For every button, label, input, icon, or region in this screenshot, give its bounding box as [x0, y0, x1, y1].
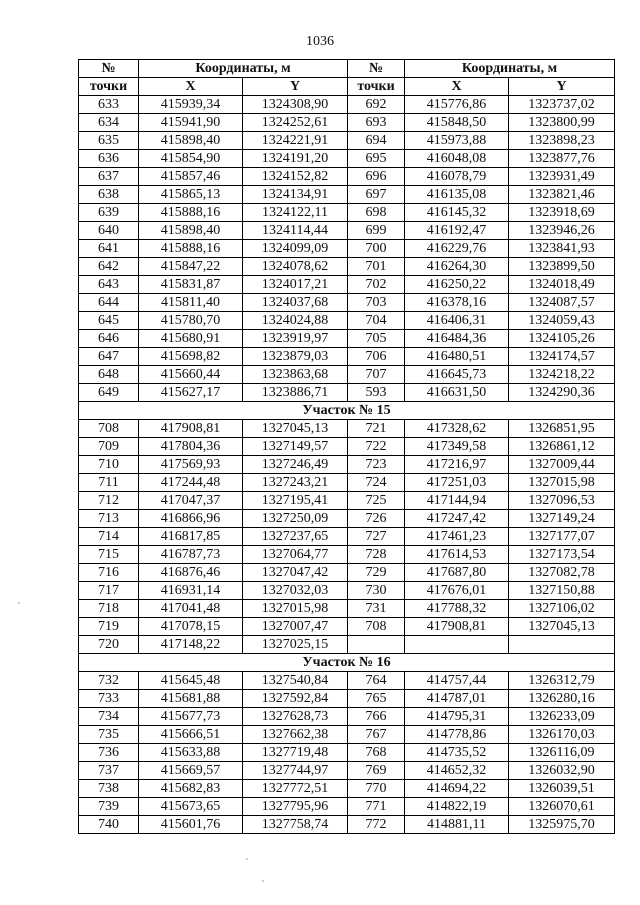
point-number-cell: 692 — [348, 96, 405, 114]
point-number-cell: 733 — [79, 690, 139, 708]
y-coordinate-cell: 1326170,03 — [509, 726, 615, 744]
x-coordinate-cell: 415865,13 — [139, 186, 243, 204]
point-number-cell: 714 — [79, 528, 139, 546]
y-coordinate-cell: 1323737,02 — [509, 96, 615, 114]
table-row — [79, 474, 615, 492]
point-number-cell: 718 — [79, 600, 139, 618]
x-coordinate-cell: 416631,50 — [405, 384, 509, 402]
point-number-cell: 709 — [79, 438, 139, 456]
table-row — [79, 114, 615, 132]
y-coordinate-cell: 1323931,49 — [509, 168, 615, 186]
table-row — [79, 708, 615, 726]
table-row — [79, 600, 615, 618]
section-title: Участок № 15 — [79, 402, 615, 420]
y-coordinate-cell: 1327064,77 — [243, 546, 348, 564]
x-coordinate-cell: 416931,14 — [139, 582, 243, 600]
x-coordinate-cell: 415888,16 — [139, 204, 243, 222]
x-coordinate-cell: 417687,80 — [405, 564, 509, 582]
table-row — [79, 186, 615, 204]
y-coordinate-cell: 1327096,53 — [509, 492, 615, 510]
point-number-cell: 700 — [348, 240, 405, 258]
table-row — [79, 726, 615, 744]
header-row — [79, 60, 615, 78]
x-coordinate-cell: 415645,48 — [139, 672, 243, 690]
y-coordinate-cell: 1323879,03 — [243, 348, 348, 366]
section-title-row — [79, 654, 615, 672]
point-number-cell: 640 — [79, 222, 139, 240]
x-coordinate-cell: 415888,16 — [139, 240, 243, 258]
y-coordinate-cell: 1323886,71 — [243, 384, 348, 402]
y-coordinate-cell: 1327744,97 — [243, 762, 348, 780]
table-row — [79, 744, 615, 762]
point-number-cell: 635 — [79, 132, 139, 150]
point-number-cell: 637 — [79, 168, 139, 186]
y-coordinate-cell: 1327015,98 — [243, 600, 348, 618]
x-coordinate-cell: 415939,34 — [139, 96, 243, 114]
table-row — [79, 510, 615, 528]
y-coordinate-cell: 1326116,09 — [509, 744, 615, 762]
point-number-cell: 739 — [79, 798, 139, 816]
point-number-cell: 726 — [348, 510, 405, 528]
y-coordinate-cell: 1324105,26 — [509, 330, 615, 348]
point-number-cell: 711 — [79, 474, 139, 492]
x-coordinate-cell: 416480,51 — [405, 348, 509, 366]
point-number-cell: 647 — [79, 348, 139, 366]
point-number-cell: 712 — [79, 492, 139, 510]
y-coordinate-cell: 1327045,13 — [243, 420, 348, 438]
point-number-cell: 766 — [348, 708, 405, 726]
table-row — [79, 528, 615, 546]
x-coordinate-cell: 417144,94 — [405, 492, 509, 510]
table-row — [79, 618, 615, 636]
y-coordinate-cell: 1327592,84 — [243, 690, 348, 708]
y-coordinate-cell: 1327015,98 — [509, 474, 615, 492]
y-coordinate-cell: 1323877,76 — [509, 150, 615, 168]
point-number-cell: 695 — [348, 150, 405, 168]
x-coordinate-cell: 415898,40 — [139, 132, 243, 150]
point-number-cell: 707 — [348, 366, 405, 384]
y-coordinate-cell: 1326280,16 — [509, 690, 615, 708]
y-coordinate-cell: 1327149,24 — [509, 510, 615, 528]
point-number-cell: 720 — [79, 636, 139, 654]
y-coordinate-cell: 1327045,13 — [509, 618, 615, 636]
y-header: Y — [509, 78, 615, 96]
x-coordinate-cell: 417047,37 — [139, 492, 243, 510]
point-number-cell: 735 — [79, 726, 139, 744]
y-coordinate-cell: 1323919,97 — [243, 330, 348, 348]
subheader-row — [79, 78, 615, 96]
x-coordinate-cell: 416192,47 — [405, 222, 509, 240]
y-coordinate-cell: 1323899,50 — [509, 258, 615, 276]
point-number-cell: 767 — [348, 726, 405, 744]
x-coordinate-cell: 414778,86 — [405, 726, 509, 744]
x-coordinate-cell: 415780,70 — [139, 312, 243, 330]
x-coordinate-cell: 416229,76 — [405, 240, 509, 258]
point-number-cell: 699 — [348, 222, 405, 240]
x-coordinate-cell: 415857,46 — [139, 168, 243, 186]
table-row — [79, 276, 615, 294]
x-coordinate-cell: 417349,58 — [405, 438, 509, 456]
x-coordinate-cell: 414735,52 — [405, 744, 509, 762]
y-coordinate-cell: 1324037,68 — [243, 294, 348, 312]
point-number-cell: 634 — [79, 114, 139, 132]
point-number-cell: 633 — [79, 96, 139, 114]
y-coordinate-cell: 1324017,21 — [243, 276, 348, 294]
y-coordinate-cell: 1324078,62 — [243, 258, 348, 276]
x-coordinate-cell: 416264,30 — [405, 258, 509, 276]
section-16 — [79, 654, 615, 672]
y-coordinate-cell: 1324174,57 — [509, 348, 615, 366]
table-row — [79, 690, 615, 708]
y-coordinate-cell: 1327082,78 — [509, 564, 615, 582]
x-coordinate-cell: 417148,22 — [139, 636, 243, 654]
x-coordinate-cell: 417788,32 — [405, 600, 509, 618]
x-coordinate-cell: 416645,73 — [405, 366, 509, 384]
y-coordinate-cell: 1327173,54 — [509, 546, 615, 564]
y-coordinate-cell: 1327540,84 — [243, 672, 348, 690]
point-number-cell: 764 — [348, 672, 405, 690]
y-coordinate-cell: 1327007,47 — [243, 618, 348, 636]
x-coordinate-cell: 416250,22 — [405, 276, 509, 294]
x-coordinate-cell: 417244,48 — [139, 474, 243, 492]
table-row — [79, 672, 615, 690]
x-coordinate-cell: 415633,88 — [139, 744, 243, 762]
y-coordinate-cell: 1325975,70 — [509, 816, 615, 834]
x-coordinate-cell: 417328,62 — [405, 420, 509, 438]
point-number-header: № — [79, 60, 139, 78]
y-coordinate-cell: 1327795,96 — [243, 798, 348, 816]
table-block-1 — [79, 96, 615, 402]
y-coordinate-cell: 1323800,99 — [509, 114, 615, 132]
y-coordinate-cell: 1323898,23 — [509, 132, 615, 150]
point-number-cell: 708 — [348, 618, 405, 636]
point-number-cell: 723 — [348, 456, 405, 474]
x-header: X — [405, 78, 509, 96]
y-coordinate-cell: 1324191,20 — [243, 150, 348, 168]
x-coordinate-cell: 417676,01 — [405, 582, 509, 600]
x-coordinate-cell: 416876,46 — [139, 564, 243, 582]
y-coordinate-cell: 1327149,57 — [243, 438, 348, 456]
point-number-cell: 593 — [348, 384, 405, 402]
point-number-cell: 765 — [348, 690, 405, 708]
table-row — [79, 204, 615, 222]
point-number-cell: 728 — [348, 546, 405, 564]
point-number-cell: 702 — [348, 276, 405, 294]
x-coordinate-cell: 415854,90 — [139, 150, 243, 168]
x-coordinate-cell: 415680,91 — [139, 330, 243, 348]
y-coordinate-cell: 1327032,03 — [243, 582, 348, 600]
y-coordinate-cell: 1324152,82 — [243, 168, 348, 186]
point-number-cell: 715 — [79, 546, 139, 564]
y-coordinate-cell: 1323821,46 — [509, 186, 615, 204]
point-number-cell: 729 — [348, 564, 405, 582]
x-coordinate-cell: 415677,73 — [139, 708, 243, 726]
x-coordinate-cell: 417247,42 — [405, 510, 509, 528]
point-number-cell: 719 — [79, 618, 139, 636]
coordinates-header: Координаты, м — [139, 60, 348, 78]
y-coordinate-cell: 1324122,11 — [243, 204, 348, 222]
x-coordinate-cell — [405, 636, 509, 654]
x-coordinate-cell: 415698,82 — [139, 348, 243, 366]
point-number-cell: 644 — [79, 294, 139, 312]
y-coordinate-cell: 1327195,41 — [243, 492, 348, 510]
x-coordinate-cell: 415673,65 — [139, 798, 243, 816]
point-number-cell: 740 — [79, 816, 139, 834]
table-row — [79, 564, 615, 582]
point-number-cell: 738 — [79, 780, 139, 798]
y-coordinate-cell: 1323863,68 — [243, 366, 348, 384]
coordinates-table — [78, 59, 615, 834]
x-coordinate-cell: 417041,48 — [139, 600, 243, 618]
y-coordinate-cell: 1327009,44 — [509, 456, 615, 474]
section-15 — [79, 402, 615, 420]
y-coordinate-cell: 1324087,57 — [509, 294, 615, 312]
point-subheader: точки — [348, 78, 405, 96]
x-coordinate-cell: 414822,19 — [405, 798, 509, 816]
x-coordinate-cell: 415601,76 — [139, 816, 243, 834]
point-number-cell: 646 — [79, 330, 139, 348]
table-row — [79, 762, 615, 780]
point-number-cell: 694 — [348, 132, 405, 150]
point-number-cell: 722 — [348, 438, 405, 456]
y-coordinate-cell: 1324059,43 — [509, 312, 615, 330]
y-coordinate-cell: 1324099,09 — [243, 240, 348, 258]
x-coordinate-cell: 415848,50 — [405, 114, 509, 132]
point-number-cell: 708 — [79, 420, 139, 438]
point-number-cell: 697 — [348, 186, 405, 204]
x-coordinate-cell: 414757,44 — [405, 672, 509, 690]
y-coordinate-cell: 1326851,95 — [509, 420, 615, 438]
y-coordinate-cell: 1327106,02 — [509, 600, 615, 618]
x-coordinate-cell: 415898,40 — [139, 222, 243, 240]
table-row — [79, 492, 615, 510]
table-row — [79, 150, 615, 168]
y-coordinate-cell — [509, 636, 615, 654]
table-row — [79, 456, 615, 474]
page-number: 1036 — [306, 34, 334, 49]
table-row — [79, 438, 615, 456]
point-number-cell: 642 — [79, 258, 139, 276]
x-coordinate-cell: 414652,32 — [405, 762, 509, 780]
scan-speck — [18, 602, 20, 604]
x-coordinate-cell: 414795,31 — [405, 708, 509, 726]
x-coordinate-cell: 414787,01 — [405, 690, 509, 708]
y-coordinate-cell: 1323841,93 — [509, 240, 615, 258]
x-coordinate-cell: 414694,22 — [405, 780, 509, 798]
x-coordinate-cell: 414881,11 — [405, 816, 509, 834]
y-coordinate-cell: 1326233,09 — [509, 708, 615, 726]
point-number-cell: 696 — [348, 168, 405, 186]
y-coordinate-cell: 1327150,88 — [509, 582, 615, 600]
table-row — [79, 330, 615, 348]
point-number-cell: 638 — [79, 186, 139, 204]
x-coordinate-cell: 415660,44 — [139, 366, 243, 384]
table-row — [79, 258, 615, 276]
point-number-cell: 769 — [348, 762, 405, 780]
table-row — [79, 96, 615, 114]
x-coordinate-cell: 416817,85 — [139, 528, 243, 546]
point-number-cell: 768 — [348, 744, 405, 762]
point-number-cell: 771 — [348, 798, 405, 816]
x-coordinate-cell: 417804,36 — [139, 438, 243, 456]
point-number-cell: 701 — [348, 258, 405, 276]
y-coordinate-cell: 1324308,90 — [243, 96, 348, 114]
y-header: Y — [243, 78, 348, 96]
point-number-cell: 645 — [79, 312, 139, 330]
x-coordinate-cell: 415941,90 — [139, 114, 243, 132]
y-coordinate-cell: 1327025,15 — [243, 636, 348, 654]
point-number-cell: 772 — [348, 816, 405, 834]
y-coordinate-cell: 1324252,61 — [243, 114, 348, 132]
y-coordinate-cell: 1323918,69 — [509, 204, 615, 222]
y-coordinate-cell: 1327758,74 — [243, 816, 348, 834]
y-coordinate-cell: 1327237,65 — [243, 528, 348, 546]
point-number-cell: 731 — [348, 600, 405, 618]
point-number-cell: 770 — [348, 780, 405, 798]
x-coordinate-cell: 415776,86 — [405, 96, 509, 114]
table-row — [79, 384, 615, 402]
point-number-cell: 641 — [79, 240, 139, 258]
table-row — [79, 366, 615, 384]
point-number-cell: 736 — [79, 744, 139, 762]
table-row — [79, 222, 615, 240]
x-coordinate-cell: 415831,87 — [139, 276, 243, 294]
point-number-cell: 732 — [79, 672, 139, 690]
table-row — [79, 798, 615, 816]
x-coordinate-cell: 416145,32 — [405, 204, 509, 222]
table-row — [79, 636, 615, 654]
point-number-cell: 693 — [348, 114, 405, 132]
y-coordinate-cell: 1326032,90 — [509, 762, 615, 780]
point-number-cell: 737 — [79, 762, 139, 780]
point-number-cell: 725 — [348, 492, 405, 510]
x-coordinate-cell: 415847,22 — [139, 258, 243, 276]
scan-speck — [262, 880, 264, 882]
x-coordinate-cell: 416406,31 — [405, 312, 509, 330]
x-coordinate-cell: 417908,81 — [405, 618, 509, 636]
x-coordinate-cell: 415682,83 — [139, 780, 243, 798]
table-row — [79, 348, 615, 366]
y-coordinate-cell: 1324221,91 — [243, 132, 348, 150]
point-number-cell: 639 — [79, 204, 139, 222]
y-coordinate-cell: 1324024,88 — [243, 312, 348, 330]
point-number-cell: 721 — [348, 420, 405, 438]
x-coordinate-cell: 417078,15 — [139, 618, 243, 636]
x-coordinate-cell: 417216,97 — [405, 456, 509, 474]
y-coordinate-cell: 1326312,79 — [509, 672, 615, 690]
section-title: Участок № 16 — [79, 654, 615, 672]
point-number-cell: 734 — [79, 708, 139, 726]
x-header: X — [139, 78, 243, 96]
x-coordinate-cell: 416378,16 — [405, 294, 509, 312]
point-number-header: № — [348, 60, 405, 78]
x-coordinate-cell: 416484,36 — [405, 330, 509, 348]
x-coordinate-cell: 417908,81 — [139, 420, 243, 438]
table-row — [79, 312, 615, 330]
y-coordinate-cell: 1327246,49 — [243, 456, 348, 474]
section-15-rows — [79, 420, 615, 654]
point-number-cell: 643 — [79, 276, 139, 294]
y-coordinate-cell: 1324018,49 — [509, 276, 615, 294]
y-coordinate-cell: 1327047,42 — [243, 564, 348, 582]
coordinates-header: Координаты, м — [405, 60, 615, 78]
x-coordinate-cell: 417461,23 — [405, 528, 509, 546]
y-coordinate-cell: 1327662,38 — [243, 726, 348, 744]
point-number-cell: 705 — [348, 330, 405, 348]
scan-speck — [246, 858, 248, 860]
y-coordinate-cell: 1327177,07 — [509, 528, 615, 546]
table-row — [79, 420, 615, 438]
point-number-cell: 703 — [348, 294, 405, 312]
x-coordinate-cell: 417251,03 — [405, 474, 509, 492]
x-coordinate-cell: 415811,40 — [139, 294, 243, 312]
x-coordinate-cell: 416787,73 — [139, 546, 243, 564]
y-coordinate-cell: 1324114,44 — [243, 222, 348, 240]
x-coordinate-cell: 416048,08 — [405, 150, 509, 168]
x-coordinate-cell: 417569,93 — [139, 456, 243, 474]
section-title-row — [79, 402, 615, 420]
y-coordinate-cell: 1327719,48 — [243, 744, 348, 762]
point-number-cell: 698 — [348, 204, 405, 222]
point-number-cell — [348, 636, 405, 654]
y-coordinate-cell: 1327250,09 — [243, 510, 348, 528]
x-coordinate-cell: 415666,51 — [139, 726, 243, 744]
point-number-cell: 704 — [348, 312, 405, 330]
table-row — [79, 294, 615, 312]
y-coordinate-cell: 1326039,51 — [509, 780, 615, 798]
y-coordinate-cell: 1323946,26 — [509, 222, 615, 240]
table-row — [79, 816, 615, 834]
point-subheader: точки — [79, 78, 139, 96]
table-row — [79, 780, 615, 798]
x-coordinate-cell: 415681,88 — [139, 690, 243, 708]
point-number-cell: 649 — [79, 384, 139, 402]
point-number-cell: 727 — [348, 528, 405, 546]
x-coordinate-cell: 417614,53 — [405, 546, 509, 564]
table-row — [79, 240, 615, 258]
x-coordinate-cell: 416078,79 — [405, 168, 509, 186]
section-16-rows — [79, 672, 615, 834]
point-number-cell: 713 — [79, 510, 139, 528]
y-coordinate-cell: 1326861,12 — [509, 438, 615, 456]
y-coordinate-cell: 1324290,36 — [509, 384, 615, 402]
x-coordinate-cell: 415973,88 — [405, 132, 509, 150]
x-coordinate-cell: 415669,57 — [139, 762, 243, 780]
x-coordinate-cell: 416866,96 — [139, 510, 243, 528]
point-number-cell: 706 — [348, 348, 405, 366]
table-row — [79, 168, 615, 186]
y-coordinate-cell: 1327243,21 — [243, 474, 348, 492]
y-coordinate-cell: 1327772,51 — [243, 780, 348, 798]
point-number-cell: 636 — [79, 150, 139, 168]
table-row — [79, 582, 615, 600]
x-coordinate-cell: 416135,08 — [405, 186, 509, 204]
x-coordinate-cell: 415627,17 — [139, 384, 243, 402]
point-number-cell: 717 — [79, 582, 139, 600]
y-coordinate-cell: 1326070,61 — [509, 798, 615, 816]
y-coordinate-cell: 1324134,91 — [243, 186, 348, 204]
point-number-cell: 730 — [348, 582, 405, 600]
y-coordinate-cell: 1327628,73 — [243, 708, 348, 726]
y-coordinate-cell: 1324218,22 — [509, 366, 615, 384]
point-number-cell: 648 — [79, 366, 139, 384]
point-number-cell: 724 — [348, 474, 405, 492]
table-row — [79, 546, 615, 564]
table-row — [79, 132, 615, 150]
point-number-cell: 716 — [79, 564, 139, 582]
point-number-cell: 710 — [79, 456, 139, 474]
